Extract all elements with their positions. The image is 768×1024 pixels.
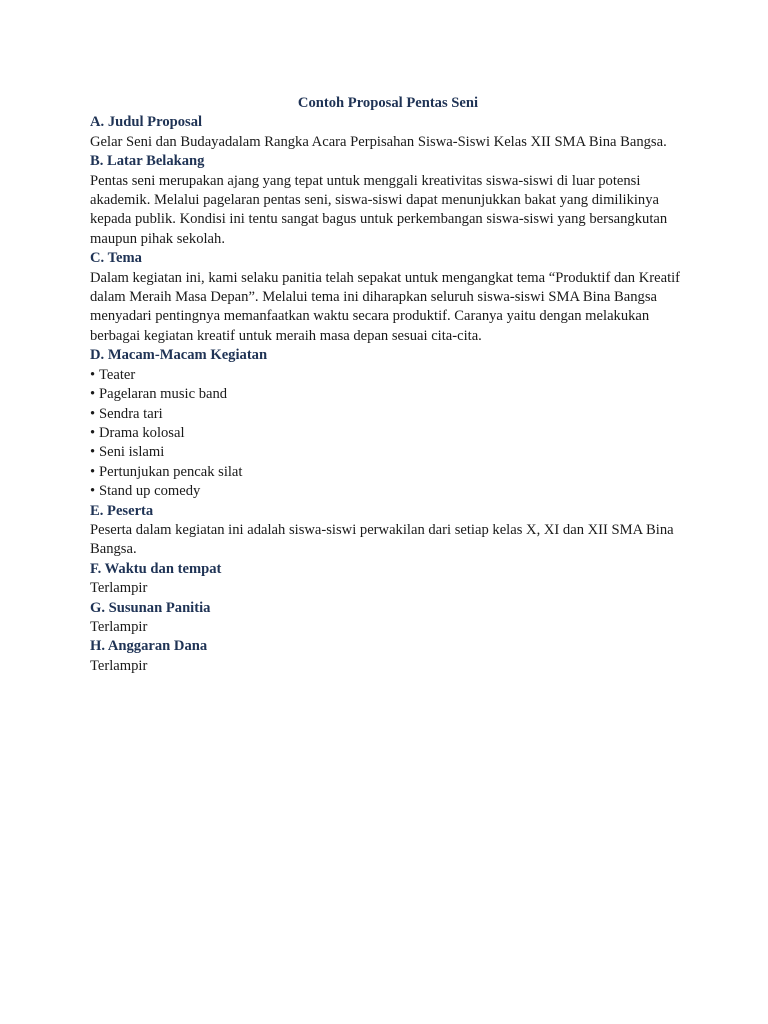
bullet-icon: • <box>90 444 96 461</box>
bullet-icon: • <box>90 424 96 441</box>
list-item <box>90 366 686 385</box>
section-text-judul: Gelar Seni dan Budayadalam Rangka Acara Perpisahan Siswa-Siswi Kelas XII SMA Bina Bangsa. <box>90 133 667 150</box>
list-item-label: Pertunjukan pencak silat <box>99 463 243 480</box>
section-text-peserta: Peserta dalam kegiatan ini adalah siswa-siswi perwakilan dari setiap kelas X, XI dan XII SMA Bina Bangsa. <box>90 521 674 558</box>
section-heading-anggaran-dana: H. Anggaran Dana <box>90 638 208 655</box>
section-text-tema: Dalam kegiatan ini, kami selaku panitia telah sepakat untuk mengangkat tema “Produktif dan Kreatif dalam Meraih Masa Depan”. Melalui tema ini diharapkan seluruh siswa-siswi SMA Bina Bangsa menyadari pentingnya memanfaatkan waktu secara produktif. Caranya yaitu dengan melakukan berbagai kegiatan kreatif untuk meraih masa depan sesuai cita-cita. <box>90 269 681 344</box>
list-item-label: Drama kolosal <box>99 424 185 441</box>
list-item <box>90 405 686 424</box>
section-text-susunan-panitia: Terlampir <box>90 618 148 635</box>
list-item <box>90 424 686 443</box>
section-heading-latar-belakang: B. Latar Belakang <box>90 153 205 170</box>
document-content <box>90 94 686 676</box>
list-item <box>90 482 686 501</box>
list-item <box>90 443 686 462</box>
section-text-waktu-tempat: Terlampir <box>90 580 148 597</box>
section-text-anggaran-dana: Terlampir <box>90 657 148 674</box>
section-heading-tema: C. Tema <box>90 250 142 267</box>
list-item-label: Pagelaran music band <box>99 386 228 403</box>
bullet-icon: • <box>90 405 96 422</box>
section-text-latar-belakang: Pentas seni merupakan ajang yang tepat untuk menggali kreativitas siswa-siswi di luar potensi akademik. Melalui pagelaran pentas seni, siswa-siswi dapat menunjukkan bakat yang dimilikinya kepada publik. Kondisi ini tentu sangat bagus untuk perkembangan siswa-siswi yang bersangkutan maupun pihak sekolah. <box>90 172 668 247</box>
bullet-icon: • <box>90 463 96 480</box>
bullet-icon: • <box>90 483 96 500</box>
section-heading-susunan-panitia: G. Susunan Panitia <box>90 599 211 616</box>
section-heading-waktu-tempat: F. Waktu dan tempat <box>90 560 222 577</box>
section-heading-peserta: E. Peserta <box>90 502 154 519</box>
section-heading-judul: A. Judul Proposal <box>90 114 203 131</box>
bullet-icon: • <box>90 366 96 383</box>
bullet-icon: • <box>90 386 96 403</box>
list-item <box>90 385 686 404</box>
list-item-label: Teater <box>99 366 136 383</box>
document-title: Contoh Proposal Pentas Seni <box>297 95 479 111</box>
list-item <box>90 463 686 482</box>
list-item-label: Seni islami <box>99 444 165 461</box>
kegiatan-list <box>90 366 686 502</box>
list-item-label: Sendra tari <box>99 405 163 422</box>
section-heading-kegiatan: D. Macam-Macam Kegiatan <box>90 347 268 364</box>
list-item-label: Stand up comedy <box>99 483 201 500</box>
